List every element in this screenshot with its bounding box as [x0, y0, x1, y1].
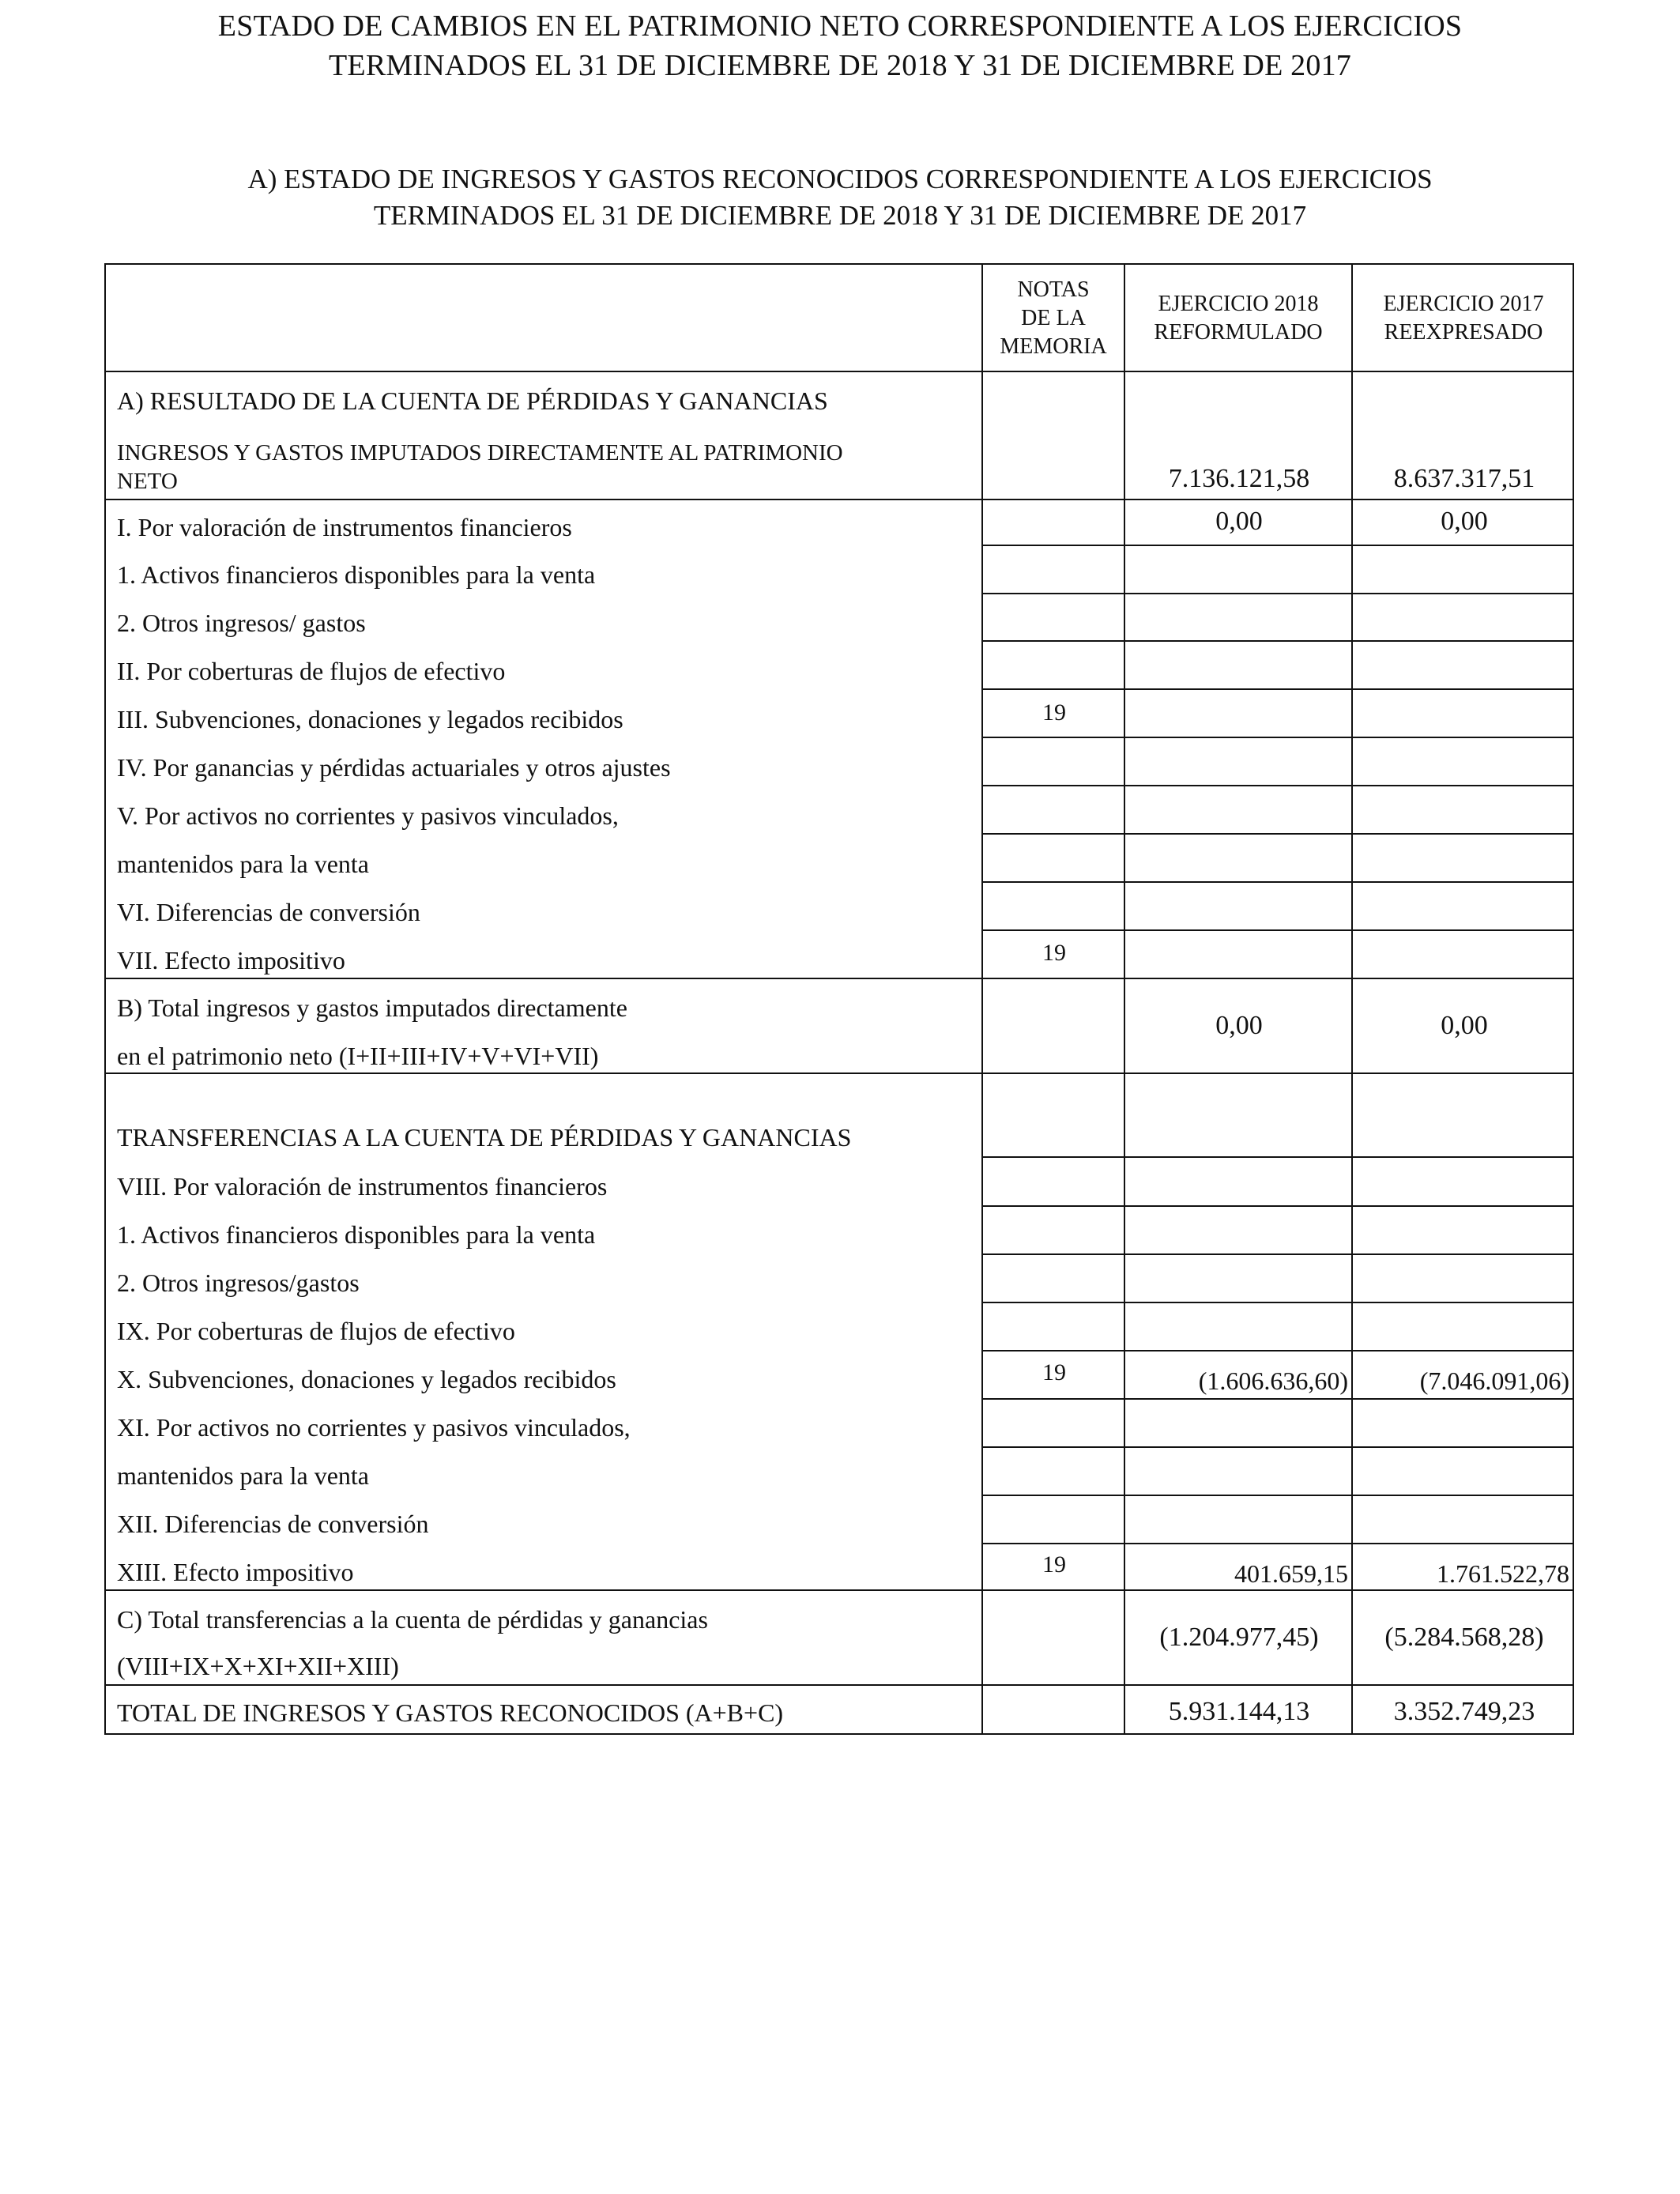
row-label: 2. Otros ingresos/gastos	[117, 1269, 360, 1297]
row-2017: 0,00	[1441, 507, 1488, 536]
header-notas	[983, 276, 1124, 361]
title-line-2: TERMINADOS EL 31 DE DICIEMBRE DE 2018 Y 31 DE DICIEMBRE DE 2017	[329, 49, 1351, 82]
row-rule	[981, 1495, 1573, 1496]
row-label: XIII. Efecto impositivo	[117, 1558, 354, 1586]
section-a-rule	[106, 499, 1573, 500]
row-label: IV. Por ganancias y pérdidas actuariales y otros ajustes	[117, 753, 671, 782]
row-nota: 19	[1042, 940, 1066, 966]
total-c-rule-top	[106, 1589, 1573, 1591]
row-label: VIII. Por valoración de instrumentos financieros	[117, 1172, 608, 1201]
transfer-heading: TRANSFERENCIAS A LA CUENTA DE PÉRDIDAS Y GANANCIAS	[117, 1123, 852, 1152]
row-nota: 19	[1042, 1359, 1066, 1385]
total-c-label-l1: C) Total transferencias a la cuenta de pérdidas y ganancias	[117, 1605, 708, 1634]
row-2018: (1.606.636,60)	[1198, 1367, 1348, 1395]
section-a-sub-l1: INGRESOS Y GASTOS IMPUTADOS DIRECTAMENTE AL PATRIMONIO	[117, 440, 843, 466]
total-b-2017: 0,00	[1441, 1011, 1488, 1040]
grand-total-rule	[106, 1684, 1573, 1686]
header-notas-l1: NOTAS	[1017, 277, 1090, 302]
total-c-2017: (5.284.568,28)	[1384, 1623, 1544, 1652]
row-rule	[981, 929, 1573, 931]
row-2018: 401.659,15	[1234, 1559, 1348, 1588]
row-rule	[981, 1543, 1573, 1544]
row-label: XI. Por activos no corrientes y pasivos vinculados,	[117, 1413, 631, 1442]
subtitle-line-2: TERMINADOS EL 31 DE DICIEMBRE DE 2018 Y 31 DE DICIEMBRE DE 2017	[373, 200, 1307, 231]
row-rule	[981, 688, 1573, 690]
total-b-label-l1: B) Total ingresos y gastos imputados directamente	[117, 993, 627, 1022]
row-label: mantenidos para la venta	[117, 1461, 369, 1490]
header-ejercicio-2017	[1353, 290, 1574, 347]
row-label: IX. Por coberturas de flujos de efectivo	[117, 1317, 515, 1345]
row-rule	[981, 785, 1573, 786]
row-rule	[981, 1350, 1573, 1351]
section-a-heading: A) RESULTADO DE LA CUENTA DE PÉRDIDAS Y GANANCIAS	[117, 386, 828, 415]
total-b-2018: 0,00	[1215, 1011, 1263, 1040]
row-label: VII. Efecto impositivo	[117, 946, 345, 974]
row-label: 1. Activos financieros disponibles para la venta	[117, 560, 596, 589]
header-notas-l2: DE LA	[1021, 306, 1086, 330]
row-label: mantenidos para la venta	[117, 850, 369, 878]
header-2018-l2: REFORMULADO	[1154, 320, 1323, 345]
total-b-rule-top	[106, 978, 1573, 979]
header-notas-l3: MEMORIA	[1000, 334, 1107, 359]
col-rule-notas	[981, 265, 983, 1733]
row-rule	[981, 881, 1573, 883]
row-label: VI. Diferencias de conversión	[117, 898, 420, 926]
header-2017-l2: REEXPRESADO	[1384, 320, 1543, 345]
grand-total-label: TOTAL DE INGRESOS Y GASTOS RECONOCIDOS (A+B+C)	[117, 1698, 784, 1727]
total-c-label-l2: (VIII+IX+X+XI+XII+XIII)	[117, 1652, 399, 1680]
row-rule	[981, 545, 1573, 546]
total-b-rule-bottom	[106, 1072, 1573, 1074]
row-label: XII. Diferencias de conversión	[117, 1510, 429, 1538]
grand-total-2018: 5.931.144,13	[1168, 1697, 1310, 1726]
subtitle-line-1: A) ESTADO DE INGRESOS Y GASTOS RECONOCIDOS CORRESPONDIENTE A LOS EJERCICIOS	[247, 164, 1433, 194]
row-rule	[981, 1205, 1573, 1207]
row-rule	[981, 1156, 1573, 1158]
section-title	[0, 161, 1680, 234]
header-2017-l1: EJERCICIO 2017	[1383, 292, 1544, 316]
row-rule	[981, 593, 1573, 594]
section-a-2018: 7.136.121,58	[1168, 464, 1310, 493]
row-label: I. Por valoración de instrumentos financieros	[117, 513, 572, 541]
grand-total-2017: 3.352.749,23	[1393, 1697, 1535, 1726]
total-b-label-l2: en el patrimonio neto (I+II+III+IV+V+VI+VII)	[117, 1042, 599, 1070]
section-a-sub-l2: NETO	[117, 469, 178, 494]
section-a-2017: 8.637.317,51	[1393, 464, 1535, 493]
row-label: V. Por activos no corrientes y pasivos vinculados,	[117, 801, 619, 830]
total-c-2018: (1.204.977,45)	[1159, 1623, 1319, 1652]
header-rule	[106, 371, 1573, 372]
header-2018-l1: EJERCICIO 2018	[1158, 292, 1319, 316]
row-rule	[981, 833, 1573, 835]
row-rule	[981, 1398, 1573, 1400]
row-rule	[981, 640, 1573, 642]
row-nota: 19	[1042, 699, 1066, 726]
header-ejercicio-2018	[1125, 290, 1351, 347]
row-label: X. Subvenciones, donaciones y legados recibidos	[117, 1365, 616, 1393]
row-nota: 19	[1042, 1551, 1066, 1578]
row-label: 1. Activos financieros disponibles para la venta	[117, 1220, 596, 1249]
row-2017: 1.761.522,78	[1437, 1559, 1569, 1588]
ingresos-gastos-table	[104, 263, 1574, 1735]
row-rule	[981, 737, 1573, 738]
row-rule	[981, 1446, 1573, 1448]
title-line-1: ESTADO DE CAMBIOS EN EL PATRIMONIO NETO CORRESPONDIENTE A LOS EJERCICIOS	[217, 9, 1463, 43]
row-label: II. Por coberturas de flujos de efectivo	[117, 657, 506, 685]
row-rule	[981, 1302, 1573, 1303]
row-2017: (7.046.091,06)	[1419, 1367, 1569, 1395]
row-label: III. Subvenciones, donaciones y legados recibidos	[117, 705, 623, 733]
document-title	[0, 6, 1680, 85]
row-2018: 0,00	[1215, 507, 1263, 536]
row-rule	[981, 1253, 1573, 1255]
row-label: 2. Otros ingresos/ gastos	[117, 609, 366, 637]
